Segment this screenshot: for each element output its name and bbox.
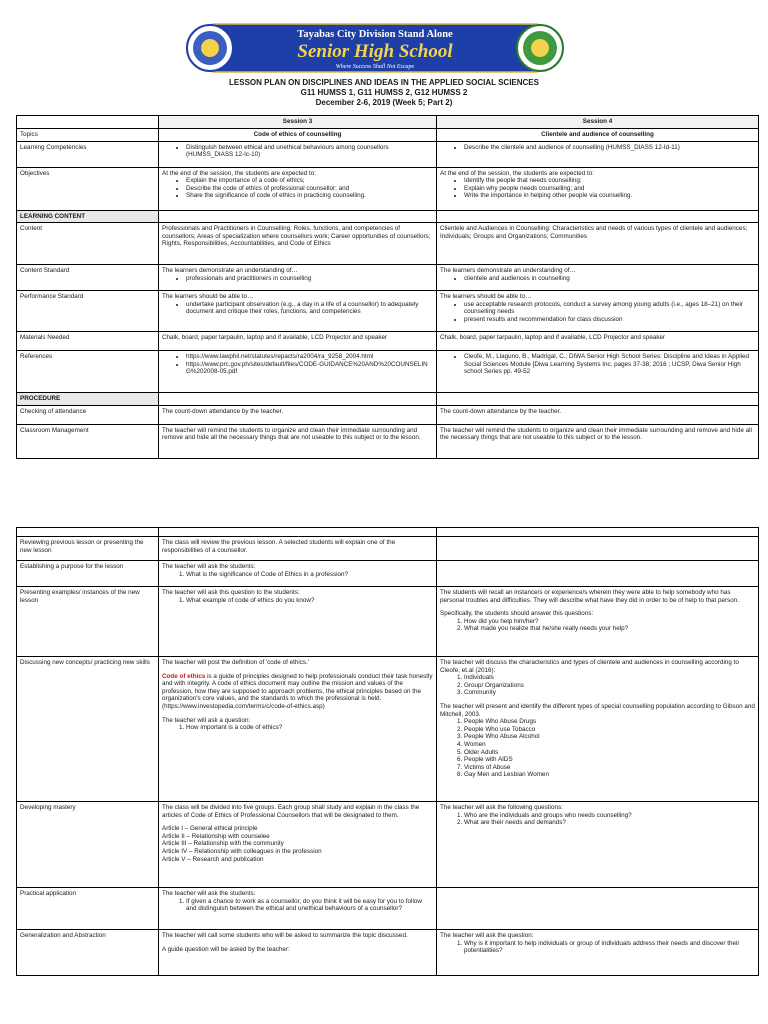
- table-row: [17, 424, 759, 458]
- article-item: Article IV – Relationship with colleagues in the profession: [162, 847, 322, 855]
- list-item: 6. People with AIDS: [464, 756, 755, 764]
- division-seal-icon: [517, 25, 563, 71]
- references-s3: [159, 351, 437, 393]
- table-row: [17, 888, 759, 930]
- table-cell: [437, 393, 759, 406]
- table-row: [17, 167, 759, 210]
- list-item: • Describe the code of ethics of professional counsellor; and: [186, 185, 433, 193]
- list-item: • Identify the people that needs counselling;: [464, 177, 755, 185]
- list-item: 2. What are their needs and demands?: [464, 819, 755, 827]
- list-item: • clientele and audiences in counselling: [464, 275, 755, 283]
- row-label: References: [17, 351, 159, 393]
- row-label: Establishing a purpose for the lesson: [17, 561, 159, 587]
- table-cell: [159, 210, 437, 223]
- generalization-s4: [437, 930, 759, 976]
- list-item: 1. How did you help him/her?: [464, 618, 755, 626]
- session-3-header: Session 3: [159, 116, 437, 129]
- row-label: Objectives: [17, 167, 159, 210]
- article-item: Article I – General ethical principle: [162, 825, 258, 833]
- table-row: [17, 393, 759, 406]
- prompt-intro: The teacher will ask this question to the students:: [162, 589, 300, 596]
- document-title: [0, 78, 768, 108]
- table-cell: [17, 116, 159, 129]
- table-row: [17, 128, 759, 141]
- objectives-intro: At the end of the session, the students are expected to:: [440, 169, 595, 177]
- definition: [162, 673, 433, 703]
- row-label: Classroom Management: [17, 424, 159, 458]
- presenting-s4: [437, 587, 759, 657]
- session-4-header: Session 4: [437, 116, 759, 129]
- row-label: Developing mastery: [17, 802, 159, 888]
- presenting-s3: [159, 587, 437, 657]
- row-label: Generalization and Abstraction: [17, 930, 159, 976]
- discussing-s4: [437, 657, 759, 802]
- paragraph: The students will recall an instance/s or experience/s wherein they were able to help somebody who has personal troubles and difficulties. They will describe what have they did in order to be of help to that person.: [440, 589, 740, 604]
- definition-term: Code of ethics: [162, 672, 206, 680]
- list-item: 1. If given a chance to work as a counsellor, do you think it will be easy for you to follow and distinguish between the ethical and unethical behaviours of a counsellor?: [186, 898, 433, 913]
- table-row: [17, 528, 759, 537]
- list-item: 1. Individuals: [464, 674, 755, 682]
- competency-s4: [437, 141, 759, 167]
- title-line-3: December 2-6, 2019 (Week 5; Part 2): [315, 98, 453, 107]
- row-label: Presenting examples/ instances of the new lesson: [17, 587, 159, 657]
- title-line-1: LESSON PLAN ON DISCIPLINES AND IDEAS IN THE APPLIED SOCIAL SCIENCES: [229, 78, 539, 87]
- attendance-s4: The count-down attendance by the teacher.: [437, 405, 759, 424]
- objectives-intro: At the end of the session, the students are expected to:: [162, 169, 317, 177]
- list-item: 2. What made you realize that he/she really needs your help?: [464, 625, 755, 633]
- article-item: Article III – Relationship with the community: [162, 840, 284, 848]
- table-cell: [437, 528, 759, 537]
- paragraph: A guide question will be asked by the teacher:: [162, 945, 290, 953]
- table-cell: [17, 528, 159, 537]
- materials-s3: Chalk, board, paper tarpaulin, laptop and if available, LCD Projector and speaker: [159, 332, 437, 351]
- list-item: • present results and recommendation for class discussion: [464, 316, 755, 324]
- row-label: Performance Standard: [17, 291, 159, 332]
- classroom-s3: The teacher will remind the students to organize and clean their immediate surrounding and remove and hide all the necessary things that are not useable to this subject or to the lesson.: [159, 424, 437, 458]
- references-s4: [437, 351, 759, 393]
- content-standard-s3: [159, 265, 437, 291]
- banner-title: Tayabas City Division Stand Alone: [297, 29, 453, 40]
- materials-s4: Chalk, board, paper tarpaulin, laptop and if available, LCD Projector and speaker: [437, 332, 759, 351]
- list-item: 5. Older Adults: [464, 749, 755, 757]
- standard-intro: The learners demonstrate an understanding of…: [162, 267, 298, 275]
- list-item: 7. Victims of Abuse: [464, 764, 755, 772]
- table-cell: [437, 537, 759, 561]
- list-item: 2. People Who use Tobacco: [464, 726, 755, 734]
- table-row: [17, 930, 759, 976]
- generalization-s3: [159, 930, 437, 976]
- list-item: • professionals and practitioners in counselling: [186, 275, 433, 283]
- paragraph: The class will be divided into five groups. Each group shall study and explain in the class the articles of Code of Ethics of Professional Counsellors that will be designated to them.: [162, 804, 420, 819]
- paragraph: The teacher will discuss the characteristics and types of clientele and audiences in counselling according to Cleofe, et.al (2016):: [440, 659, 739, 674]
- deped-seal-icon: [187, 25, 233, 71]
- list-item: • Describe the clientele and audience of counselling (HUMSS_DIASS 12-Id-11): [464, 144, 755, 152]
- list-item: • https://www.prc.gov.ph/sites/default/files/CODE-GUIDANCE%20AND%20COUNSELING%202008-05.pdf: [186, 361, 433, 376]
- list-item: 1. People Who Abuse Drugs: [464, 718, 755, 726]
- list-item: • Distinguish between ethical and unethical behaviours among counsellors (HUMSS_DIASS 12-Ic-10): [186, 144, 433, 159]
- table-row: [17, 802, 759, 888]
- list-item: • undertake participant observation (e.g., a day in a life of a counsellor) to adequately document and critique their roles, functions, and competencies: [186, 301, 433, 316]
- objectives-s3: [159, 167, 437, 210]
- section-heading: LEARNING CONTENT: [17, 210, 159, 223]
- list-item: 1. Who are the individuals and groups who needs counselling?: [464, 812, 755, 820]
- row-label: Materials Needed: [17, 332, 159, 351]
- list-item: 1. Why is it important to help individuals or group of individuals address their needs and discover their potentialities?: [464, 940, 755, 955]
- table-row: [17, 587, 759, 657]
- topic-s4: Clientele and audience of counselling: [437, 128, 759, 141]
- paragraph: Specifically, the students should answer this questions:: [440, 610, 594, 618]
- table-row: [17, 332, 759, 351]
- banner-main: Senior High School: [297, 41, 453, 62]
- competency-s3: [159, 141, 437, 167]
- article-item: Article V – Research and publication: [162, 855, 264, 863]
- list-item: • Explain why people needs counselling; and: [464, 185, 755, 193]
- paragraph: The teacher will post the definition of 'code of ethics.': [162, 659, 309, 666]
- table-cell: [437, 561, 759, 587]
- table-row: [17, 537, 759, 561]
- list-item: • Write the importance in helping other people via counselling.: [464, 192, 755, 200]
- practical-s3: [159, 888, 437, 930]
- reviewing-s3: The class will review the previous lesson. A selected students will explain one of the responsibilities of a counsellor.: [159, 537, 437, 561]
- mastery-s3: [159, 802, 437, 888]
- lesson-plan-table-1: [16, 115, 759, 459]
- row-label: Topics: [17, 128, 159, 141]
- list-item: 1. How important is a code of ethics?: [186, 724, 433, 732]
- table-row: [17, 265, 759, 291]
- list-item: • Explain the importance of a code of ethics;: [186, 177, 433, 185]
- table-row: [17, 657, 759, 802]
- list-item: 1. What example of code of ethics do you know?: [186, 597, 433, 605]
- performance-standard-s3: [159, 291, 437, 332]
- section-heading: PROCEDURE: [17, 393, 159, 406]
- table-cell: [437, 888, 759, 930]
- table-cell: [159, 528, 437, 537]
- list-item: 4. Women: [464, 741, 755, 749]
- list-item: 3. Community: [464, 689, 755, 697]
- school-banner: [186, 22, 564, 74]
- table-row: [17, 223, 759, 265]
- title-line-2: G11 HUMSS 1, G11 HUMSS 2, G12 HUMSS 2: [300, 88, 468, 97]
- lesson-plan-table-2: [16, 527, 759, 976]
- list-item: 8. Gay Men and Lesbian Women: [464, 771, 755, 779]
- paragraph: The teacher will ask a question:: [162, 716, 251, 724]
- table-row: [17, 351, 759, 393]
- article-item: Article II – Relationship with counselee: [162, 832, 270, 840]
- paragraph: The teacher will ask the question:: [440, 932, 534, 939]
- list-item: 3. People Who Abuse Alcohol: [464, 733, 755, 741]
- definition-text: is a guide of principles designed to help professionals conduct their task honestly and with integrity. A code of ethics document may outline the mission and values of the profession, how they are supposed to approach problems, the ethical principles based on the organization's core values, and the standards to which the professional is held.: [162, 672, 433, 703]
- table-row: [17, 291, 759, 332]
- row-label: Content: [17, 223, 159, 265]
- table-row: [17, 210, 759, 223]
- prompt-intro: The teacher will ask the students:: [162, 563, 256, 570]
- discussing-s3: [159, 657, 437, 802]
- row-label: Content Standard: [17, 265, 159, 291]
- paragraph: The teacher will present and identify the different types of special counselling population according to Gibson and Mitchell, 2003.: [440, 702, 755, 718]
- table-row: [17, 561, 759, 587]
- list-item: • Share the significance of code of ethics in practicing counselling.: [186, 192, 433, 200]
- table-row: [17, 141, 759, 167]
- attendance-s3: The count-down attendance by the teacher.: [159, 405, 437, 424]
- content-standard-s4: [437, 265, 759, 291]
- paragraph: The teacher will ask the following questions:: [440, 804, 563, 811]
- row-label: Learning Competencies: [17, 141, 159, 167]
- content-s3: Professionals and Practitioners in Counselling: Roles, functions, and competencies of counsellors; Areas of specialization where counsellors work; Career opportunities of counsellors; Rights, Responsibilities, Accountabilities, and Code of Ethics: [159, 223, 437, 265]
- topic-s3: Code of ethics of counselling: [159, 128, 437, 141]
- standard-intro: The learners should be able to…: [440, 293, 532, 301]
- list-item: 2. Group/ Organizations: [464, 682, 755, 690]
- list-item: 1. What is the significance of Code of Ethics in a profession?: [186, 571, 433, 579]
- list-item: • Cleofe, M., Llaguno, B., Madrigal, C.; DIWA Senior High School Series: Discipline and Ideas in Applied Social Sciences Module [Diwa Learning Systems Inc. pages 37-38, 2016 ; UCSP, Diwa Senior High school Series pp. 49-52: [464, 353, 755, 376]
- banner-tagline: Where Success Shall Not Escape: [335, 64, 415, 70]
- paragraph: The teacher will call some students who will be asked to summarize the topic discussed.: [162, 932, 408, 939]
- purpose-s3: [159, 561, 437, 587]
- row-label: Practical application: [17, 888, 159, 930]
- classroom-s4: The teacher will remind the students to organize and clean their immediate surrounding and remove and hide all the necessary things that are not useable to this subject or to the lesson.: [437, 424, 759, 458]
- objectives-s4: [437, 167, 759, 210]
- list-item: • use acceptable research protocols, conduct a survey among young adults (i.e., ages 18–21) on their counselling needs: [464, 301, 755, 316]
- list-item: • https://www.lawphil.net/statutes/repacts/ra2004/ra_9258_2004.html: [186, 353, 433, 361]
- table-cell: [437, 210, 759, 223]
- row-label: Reviewing previous lesson or presenting the new lesson: [17, 537, 159, 561]
- row-label: Checking of attendance: [17, 405, 159, 424]
- standard-intro: The learners demonstrate an understanding of…: [440, 267, 576, 275]
- table-row: [17, 405, 759, 424]
- mastery-s4: [437, 802, 759, 888]
- standard-intro: The learners should be able to…: [162, 293, 254, 301]
- definition-source: (https://www.investopedia.com/terms/c/code-of-ethics.asp): [162, 702, 325, 710]
- row-label: Discussing new concepts/ practicing new skills: [17, 657, 159, 802]
- table-cell: [159, 393, 437, 406]
- table-row: [17, 116, 759, 129]
- prompt-intro: The teacher will ask the students:: [162, 890, 256, 897]
- performance-standard-s4: [437, 291, 759, 332]
- content-s4: Clientele and Audiences in Counselling: Characteristics and needs of various types of clientele and audiences; Individuals; Groups and Organizations; Communities: [437, 223, 759, 265]
